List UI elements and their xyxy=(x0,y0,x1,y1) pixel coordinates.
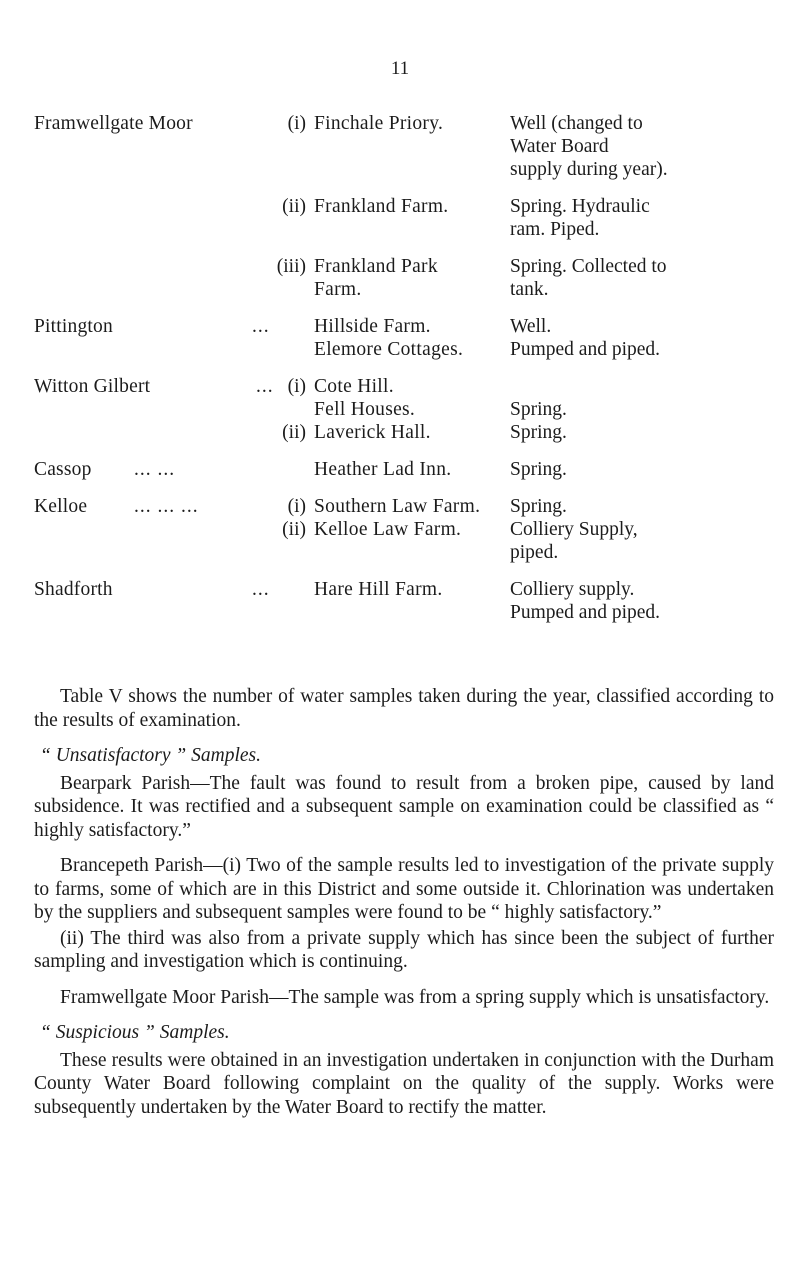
supply-line xyxy=(34,135,774,158)
supply-line xyxy=(34,278,774,301)
supply-row xyxy=(34,458,774,481)
water-source: Spring. xyxy=(510,459,567,480)
bearpark-paragraph: Bearpark Parish—The fault was found to result from a broken pipe, caused by land subsidence. It was rectified and a subsequent sample on examination could be classified as “ highly satisfactory.” xyxy=(34,772,774,841)
suspicious-heading: “ Suspicious ” Samples. xyxy=(40,1022,230,1043)
supply-row xyxy=(34,255,774,301)
supply-line xyxy=(34,398,774,421)
water-source: ram. Piped. xyxy=(510,219,600,240)
supply-line xyxy=(34,195,774,218)
leader-dots: ... xyxy=(252,316,270,337)
supply-row xyxy=(34,495,774,564)
premises-name: Hillside Farm. xyxy=(314,316,431,337)
supply-row xyxy=(34,315,774,361)
item-number: (ii) xyxy=(282,519,306,540)
item-number: (iii) xyxy=(276,256,306,277)
premises-name: Southern Law Farm. xyxy=(314,496,481,517)
unsatisfactory-heading: “ Unsatisfactory ” Samples. xyxy=(40,745,262,766)
supply-line xyxy=(34,112,774,135)
framwellgate-paragraph: Framwellgate Moor Parish—The sample was from a spring supply which is unsatisfactory. xyxy=(60,986,770,1008)
intro-paragraph: Table V shows the number of water samples taken during the year, classified according to the results of examination. xyxy=(34,686,774,731)
item-number: (i) xyxy=(287,496,306,517)
brancepeth-ii-paragraph: (ii) The third was also from a private supply which has since been the subject of further sampling and investigation which is continuing. xyxy=(34,927,774,972)
water-source: Colliery Supply, xyxy=(510,519,638,540)
supply-row xyxy=(34,375,774,444)
parish-name: Witton Gilbert xyxy=(34,376,151,397)
supply-line xyxy=(34,158,774,181)
premises-name: Frankland Farm. xyxy=(314,196,449,217)
premises-name: Kelloe Law Farm. xyxy=(314,519,462,540)
supply-line xyxy=(34,375,774,398)
supply-row xyxy=(34,195,774,241)
item-number: (ii) xyxy=(282,196,306,217)
premises-name: Elemore Cottages. xyxy=(314,339,464,360)
water-source: Colliery supply. xyxy=(510,579,635,600)
supply-line xyxy=(34,541,774,564)
suspicious-paragraph: These results were obtained in an investigation undertaken in conjunction with the Durham County Water Board following complaint on the quality of the supply. Works were subsequently undertaken by the Water Board to rectify the matter. xyxy=(34,1049,774,1118)
parish-name: Shadforth xyxy=(34,579,113,600)
premises-name: Fell Houses. xyxy=(314,399,416,420)
brancepeth-paragraph: Brancepeth Parish—(i) Two of the sample results led to investigation of the private supply to farms, some of which are in this District and some outside it. Chlorination was undertaken by the suppliers and subsequent samples were found to be “ highly satisfactory.” xyxy=(34,855,774,923)
supply-line xyxy=(34,495,774,518)
supply-line xyxy=(34,315,774,338)
premises-name: Hare Hill Farm. xyxy=(314,579,443,600)
water-source: Water Board xyxy=(510,136,609,157)
water-supply-table xyxy=(34,112,774,638)
page-number: 11 xyxy=(390,58,410,79)
supply-line xyxy=(34,338,774,361)
item-number: (i) xyxy=(287,376,306,397)
parish-name: Cassop xyxy=(34,459,92,480)
supply-line xyxy=(34,578,774,601)
premises-name: Cote Hill. xyxy=(314,376,394,397)
leader-dots: ... xyxy=(252,579,270,600)
supply-line xyxy=(34,218,774,241)
water-source: Well. xyxy=(510,316,552,337)
supply-row xyxy=(34,578,774,624)
item-number: (ii) xyxy=(282,422,306,443)
leader-dots: ... ... xyxy=(134,459,176,480)
water-source: Spring. xyxy=(510,422,567,443)
supply-line xyxy=(34,458,774,481)
water-source: supply during year). xyxy=(510,159,668,180)
premises-name: Farm. xyxy=(314,279,362,300)
premises-name: Heather Lad Inn. xyxy=(314,459,452,480)
parish-name: Kelloe xyxy=(34,496,88,517)
water-source: Spring. Hydraulic xyxy=(510,196,650,217)
leader-dots: ... ... ... xyxy=(134,496,199,517)
supply-line xyxy=(34,255,774,278)
supply-line xyxy=(34,601,774,624)
water-source: Spring. xyxy=(510,399,567,420)
water-source: Pumped and piped. xyxy=(510,339,661,360)
supply-row xyxy=(34,112,774,181)
parish-name: Framwellgate Moor xyxy=(34,113,193,134)
premises-name: Frankland Park xyxy=(314,256,438,277)
water-source: Pumped and piped. xyxy=(510,602,661,623)
leader-dots: ... xyxy=(256,376,274,397)
parish-name: Pittington xyxy=(34,316,113,337)
premises-name: Laverick Hall. xyxy=(314,422,431,443)
water-source: Spring. Collected to xyxy=(510,256,667,277)
supply-line xyxy=(34,518,774,541)
supply-line xyxy=(34,421,774,444)
item-number: (i) xyxy=(287,113,306,134)
body-text xyxy=(34,685,774,1131)
water-source: Well (changed to xyxy=(510,113,643,134)
water-source: tank. xyxy=(510,279,549,300)
water-source: piped. xyxy=(510,542,559,563)
water-source: Spring. xyxy=(510,496,567,517)
premises-name: Finchale Priory. xyxy=(314,113,444,134)
